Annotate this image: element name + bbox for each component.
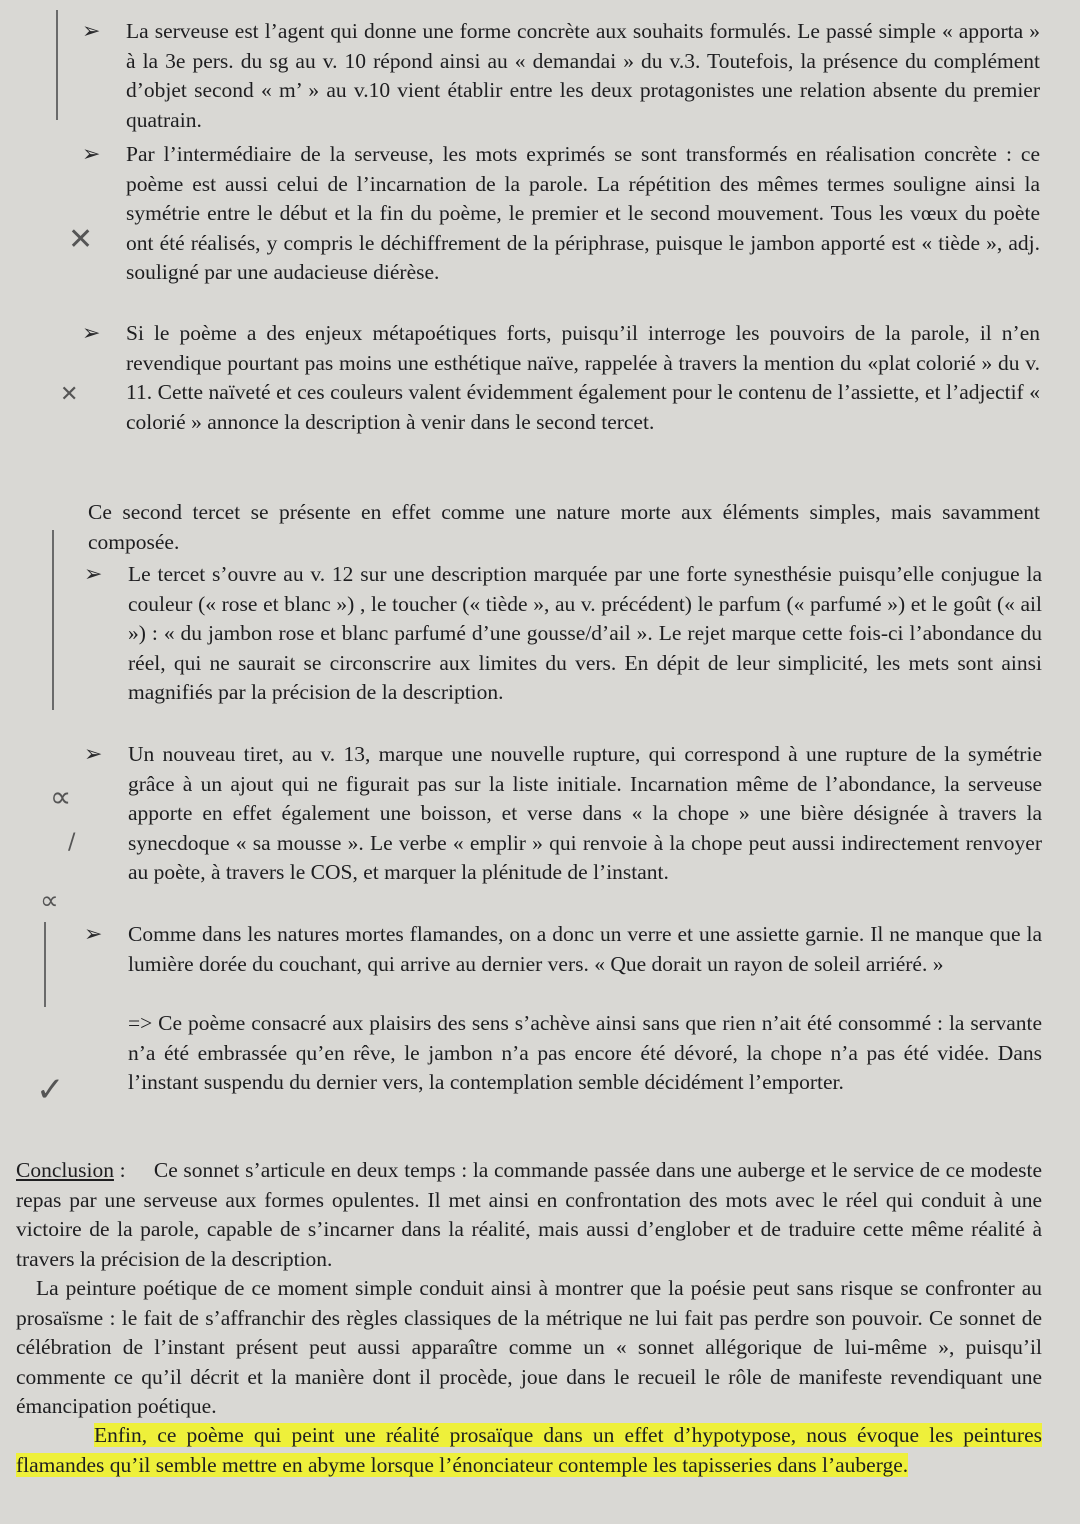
conclusion-paragraph-3-highlighted bbox=[16, 1421, 1042, 1480]
bullet-paragraph: ➢ La serveuse est l’agent qui donne une forme concrète aux souhaits formulés. Le passé simple « apporta » à la 3e pers. du sg au v. 10 répond ainsi au « demandai » du v.3. Toutefois, la présence du complément d’objet second « m’ » au v.10 vient établir entre les deux protagonistes une relation absente du premier quatrain. bbox=[82, 19, 1040, 132]
bullet-paragraph: ➢ Par l’intermédiaire de la serveuse, les mots exprimés se sont transformés en réalisation concrète : ce poème est aussi celui de l’incarnation de la parole. La répétition des mêmes termes souligne ainsi la symétrie entre le début et la fin du poème, le premier et le second mouvement. Tous les vœux du poète ont été réalisés, y compris le déchiffrement de la périphrase, puisque le jambon apporté est « tiède », adj. souligné par une audacieuse diérèse. bbox=[82, 142, 1040, 284]
arrow-bullet-icon: ➢ bbox=[84, 562, 103, 587]
arrow-bullet-icon: ➢ bbox=[82, 321, 101, 346]
conclusion-paragraph-2: La peinture poétique de ce moment simple conduit ainsi à montrer que la poésie peut sans risque se confronter au prosaïsme : le fait de s’affranchir des règles classiques de la métrique ne lui fait pas perdre son pouvoir. Ce sonnet de célébration de l’instant présent peut aussi apparaître comme un « sonnet allégorique de lui-même », puisqu’il commente ce qu’il décrit et la manière dont il procède, joue dans le recueil le rôle de manifeste revendiquant une émancipation poétique. bbox=[16, 1276, 1042, 1418]
arrow-bullet-icon: ➢ bbox=[84, 922, 103, 947]
conclusion-paragraph-1: Conclusion : Ce sonnet s’articule en deux temps : la commande passée dans une auberge et le service de ce modeste repas par une serveuse aux formes opulentes. Il met ainsi en confrontation des mots avec le réel qui conduit à une victoire de la parole, capable de s’incarner dans la réalité, mais aussi d’englober et de traduire cette même réalité à travers la précision de la description. bbox=[16, 1158, 1042, 1271]
arrow-bullet-icon: ➢ bbox=[82, 142, 101, 167]
margin-check-mark: ✓ bbox=[36, 1070, 65, 1110]
bullet-paragraph: ➢ Le tercet s’ouvre au v. 12 sur une description marquée par une forte synesthésie puisqu’elle conjugue la couleur (« rose et blanc ») , le toucher (« tiède », au v. précédent) le parfum (« parfumé ») et le goût (« ail ») : « du jambon rose et blanc parfumé d’une gousse/d’ail ». Le rejet marque cette fois-ci l’abondance du réel, qui ne saurait se circonscrire aux limites du vers. En dépit de leur simplicité, les mets sont ainsi magnifiés par la précision de la description. bbox=[84, 562, 1042, 704]
margin-line bbox=[44, 922, 46, 1007]
bullet-paragraph: ➢ Un nouveau tiret, au v. 13, marque une nouvelle rupture, qui correspond à une rupture de la symétrie grâce à un ajout qui ne figurait pas sur la liste initiale. Incarnation même de l’abondance, la serveuse apporte en effet également une boisson, et verse dans « la chope » une bière désignée à travers la synecdoque « sa mousse ». Le verbe « emplir » qui renvoie à la chope peut aussi indirectement renvoyer au poète, à travers le COS, et marquer la plénitude de l’instant. bbox=[84, 742, 1042, 884]
bullet-paragraph: ➢ Si le poème a des enjeux métapoétiques forts, puisqu’il interroge les pouvoirs de la parole, il n’en revendique pourtant pas moins une esthétique naïve, rappelée à travers la mention du «plat colorié » du v. 11. Cette naïveté et ces couleurs valent évidemment également pour le contenu de l’assiette, et l’adjectif « colorié » annonce la description à venir dans le second tercet. bbox=[82, 321, 1040, 434]
arrow-conclusion-paragraph: => Ce poème consacré aux plaisirs des sens s’achève ainsi sans que rien n’ait été consommé : la servante n’a été embrassée qu’en rêve, le jambon n’a pas encore été dévoré, la chope n’a pas été vidée. Dans l’instant suspendu du dernier vers, la contemplation semble décidément l’emporter. bbox=[128, 1011, 1042, 1094]
intro-paragraph: Ce second tercet se présente en effet comme une nature morte aux éléments simples, mais savamment composée. bbox=[88, 500, 1040, 554]
margin-line bbox=[52, 530, 54, 710]
conclusion-heading: Conclusion bbox=[16, 1158, 114, 1182]
margin-alpha-mark: ∝ bbox=[40, 886, 59, 916]
margin-line bbox=[56, 10, 58, 120]
arrow-bullet-icon: ➢ bbox=[82, 19, 101, 44]
margin-alpha-mark: ∝ bbox=[50, 780, 72, 815]
margin-cross-mark: ✕ bbox=[60, 382, 79, 407]
arrow-bullet-icon: ➢ bbox=[84, 742, 103, 767]
margin-tick: / bbox=[68, 830, 76, 855]
highlighted-text: Enfin, ce poème qui peint une réalité prosaïque dans un effet d’hypotypose, nous évoque les peintures flamandes qu’il semble mettre en abyme lorsque l’énonciateur contemple les tapisseries dans l’auberge. bbox=[16, 1423, 1042, 1477]
bullet-paragraph: ➢ Comme dans les natures mortes flamandes, on a donc un verre et une assiette garnie. Il ne manque que la lumière dorée du couchant, qui arrive au dernier vers. « Que dorait un rayon de soleil arriéré. » bbox=[84, 922, 1042, 976]
margin-cross-mark: ✕ bbox=[68, 222, 94, 257]
